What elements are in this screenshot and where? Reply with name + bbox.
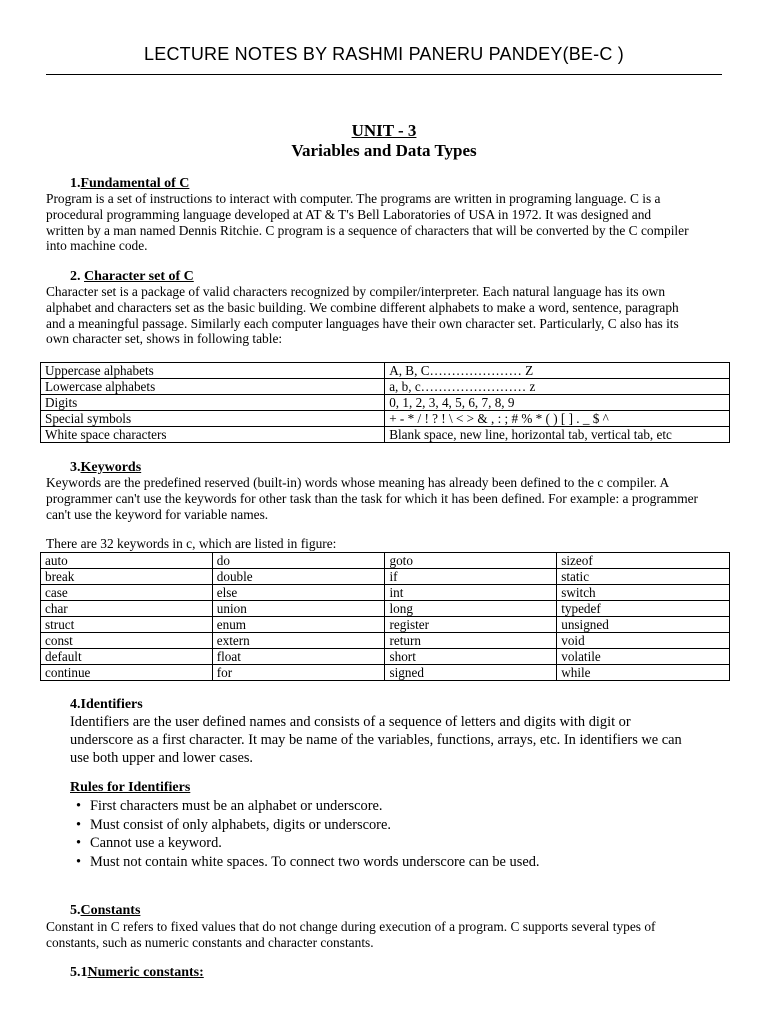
page-header: LECTURE NOTES BY RASHMI PANERU PANDEY(BE-C ) — [144, 44, 624, 64]
paragraph-identifiers — [70, 713, 726, 767]
table-row — [41, 633, 730, 649]
paragraph-character-set — [46, 284, 726, 347]
text-line: and a meaningful passage. Similarly each computer languages have their own character set. Particularly, C also has its — [46, 315, 679, 331]
list-item-text: First characters must be an alphabet or underscore. — [90, 798, 383, 814]
section-number: 2. — [70, 269, 81, 284]
table-cell: unsigned — [557, 617, 730, 633]
bullet-icon: • — [76, 798, 82, 814]
bullet-icon: • — [76, 816, 82, 833]
section-number: 5. — [70, 903, 81, 918]
subsection-heading-numeric-constants — [70, 965, 204, 981]
table-cell: for — [212, 665, 385, 681]
table-row — [41, 617, 730, 633]
list-item-text: Must consist of only alphabets, digits or underscore. — [90, 816, 391, 833]
paragraph-keywords — [46, 475, 726, 522]
rules-title: Rules for Identifiers — [70, 780, 191, 795]
table-row — [41, 363, 730, 379]
rules-heading — [70, 780, 190, 796]
table-row — [41, 553, 730, 569]
table-cell: + - * / ! ? ! \ < > & , : ; # % * ( ) [ ] . _ $ ^ — [385, 411, 730, 427]
table-cell: goto — [385, 553, 557, 569]
table-cell: float — [212, 649, 385, 665]
text-line: Character set is a package of valid characters recognized by compiler/interpreter. Each natural language has its own — [46, 284, 666, 299]
text-line: own character set, shows in following table: — [46, 331, 283, 347]
table-cell: while — [557, 665, 730, 681]
subsection-number: 5.1 — [70, 965, 88, 980]
table-cell: switch — [557, 585, 730, 601]
unit-title: Variables and Data Types — [291, 141, 477, 160]
bullet-icon: • — [76, 835, 82, 851]
table-row — [41, 665, 730, 681]
text-line: into machine code. — [46, 238, 148, 254]
section-heading-keywords — [70, 460, 141, 476]
table-cell: Digits — [41, 395, 385, 411]
table-cell: Uppercase alphabets — [41, 363, 385, 379]
section-heading-character-set — [70, 269, 194, 285]
table-cell: volatile — [557, 649, 730, 665]
bullet-icon: • — [76, 853, 82, 870]
table-cell: case — [41, 585, 213, 601]
table-cell: register — [385, 617, 557, 633]
table-cell: void — [557, 633, 730, 649]
list-item — [70, 797, 726, 816]
table-cell: 0, 1, 2, 3, 4, 5, 6, 7, 8, 9 — [385, 395, 730, 411]
table-row — [41, 601, 730, 617]
table-cell: Special symbols — [41, 411, 385, 427]
table-cell: default — [41, 649, 213, 665]
paragraph-constants — [46, 919, 726, 951]
text-line: programmer can't use the keywords for other task than the task for which it has been defined. For example: a programmer — [46, 490, 699, 506]
table-cell: auto — [41, 553, 213, 569]
text-line: underscore as a first character. It may be name of the variables, functions, arrays, etc. In identifiers we can — [70, 732, 682, 748]
table-cell: A, B, C………………… Z — [385, 363, 730, 379]
table-cell: White space characters — [41, 427, 385, 443]
table-cell: const — [41, 633, 213, 649]
table-cell: do — [212, 553, 385, 569]
table-cell: long — [385, 601, 557, 617]
table-row — [41, 569, 730, 585]
table-cell: typedef — [557, 601, 730, 617]
section-title: Character set of C — [84, 269, 194, 284]
section-number: 3. — [70, 460, 81, 475]
table-cell: union — [212, 601, 385, 617]
unit-number-text: UNIT - 3 — [351, 121, 417, 140]
table-row — [41, 395, 730, 411]
text-line: Constant in C refers to fixed values that do not change during execution of a program. C supports several types of — [46, 919, 656, 934]
table-cell: static — [557, 569, 730, 585]
table-cell: signed — [385, 665, 557, 681]
list-item-text: Must not contain white spaces. To connect two words underscore can be used. — [90, 853, 540, 870]
list-item — [70, 816, 726, 835]
section-heading-fundamental — [70, 176, 189, 192]
section-title: Keywords — [80, 460, 142, 475]
list-item — [70, 853, 726, 872]
table-cell: short — [385, 649, 557, 665]
section-title: Identifiers — [80, 697, 143, 712]
table-cell: double — [212, 569, 385, 585]
section-title: Fundamental of C — [80, 176, 190, 191]
header-rule — [46, 74, 722, 75]
unit-number — [0, 121, 768, 141]
table-cell: if — [385, 569, 557, 585]
table-row — [41, 649, 730, 665]
table-cell: int — [385, 585, 557, 601]
keywords-table — [40, 552, 730, 681]
list-item-text: Cannot use a keyword. — [90, 835, 222, 851]
table-cell: Lowercase alphabets — [41, 379, 385, 395]
text-line: Keywords are the predefined reserved (built-in) words whose meaning has already been defined to the c compiler. A — [46, 475, 670, 490]
table-cell: extern — [212, 633, 385, 649]
subsection-title: Numeric constants: — [87, 965, 204, 980]
text-line: can't use the keyword for variable names. — [46, 506, 269, 522]
text-line: procedural programming language developed at AT & T's Bell Laboratories of USA in 1972. It was designed and — [46, 206, 652, 222]
table-cell: return — [385, 633, 557, 649]
table-cell: break — [41, 569, 213, 585]
table-row — [41, 411, 730, 427]
section-heading-identifiers — [70, 697, 143, 713]
text-line: Program is a set of instructions to interact with computer. The programs are written in programing language. C is a — [46, 191, 661, 206]
table-row — [41, 427, 730, 443]
section-title: Constants — [80, 903, 141, 918]
rules-list — [70, 797, 726, 871]
table-cell: continue — [41, 665, 213, 681]
paragraph-fundamental — [46, 191, 726, 254]
section-heading-constants — [70, 903, 140, 919]
text-line: Identifiers are the user defined names and consists of a sequence of letters and digits with digit or — [70, 714, 631, 730]
table-row — [41, 585, 730, 601]
table-cell: char — [41, 601, 213, 617]
table-cell: Blank space, new line, horizontal tab, vertical tab, etc — [385, 427, 730, 443]
text-line: use both upper and lower cases. — [70, 750, 254, 766]
table-cell: enum — [212, 617, 385, 633]
table-cell: else — [212, 585, 385, 601]
table-cell: a, b, c…………………… z — [385, 379, 730, 395]
text-line: alphabet and characters set as the basic building. We combine different alphabets to make a word, sentence, paragraph — [46, 299, 679, 315]
keywords-intro: There are 32 keywords in c, which are listed in figure: — [46, 536, 337, 551]
section-number: 1. — [70, 176, 81, 191]
text-line: written by a man named Dennis Ritchie. C program is a sequence of characters that will be converted by the C compiler — [46, 222, 689, 238]
list-item — [70, 834, 726, 853]
section-number: 4. — [70, 697, 81, 712]
table-cell: sizeof — [557, 553, 730, 569]
table-row — [41, 379, 730, 395]
table-cell: struct — [41, 617, 213, 633]
character-set-table — [40, 362, 730, 443]
text-line: constants, such as numeric constants and character constants. — [46, 934, 374, 950]
